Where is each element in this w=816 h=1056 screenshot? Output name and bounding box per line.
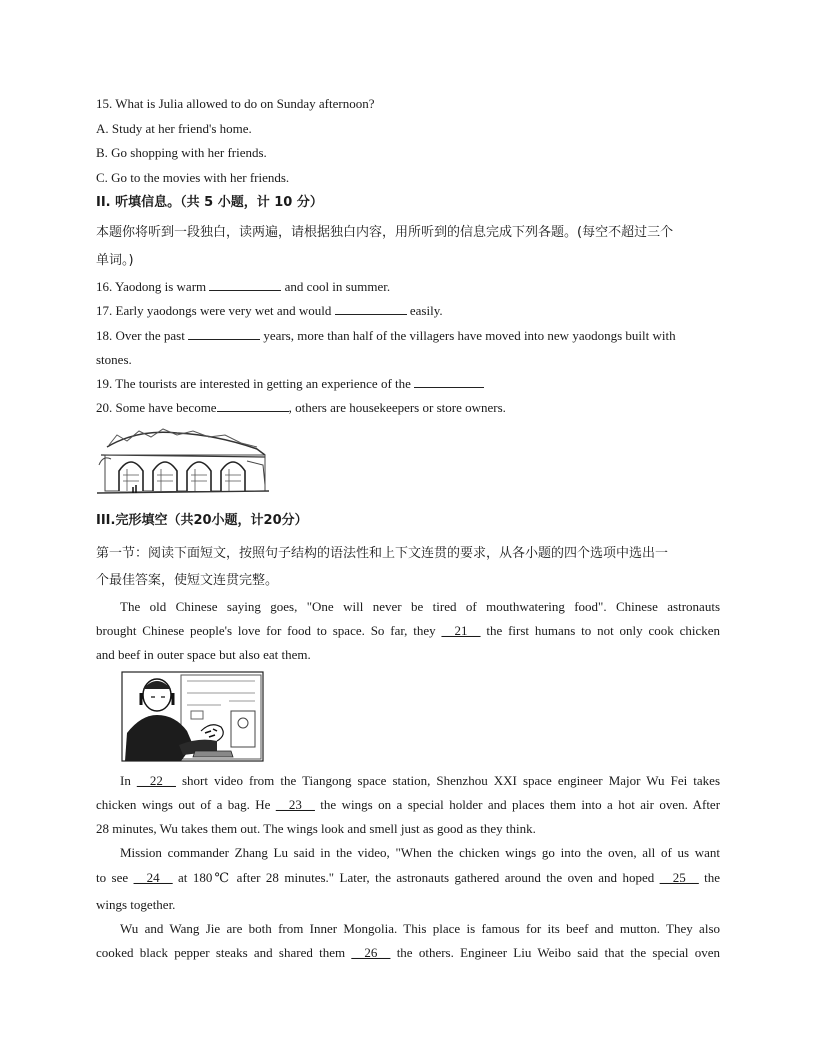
passage-p2-line3: 28 minutes, Wu takes them out. The wings look and smell just as good as they think. bbox=[96, 821, 536, 836]
p3-text-c: the bbox=[704, 870, 721, 885]
p3-text-b: at 180℃ after 28 minutes." Later, the astronauts gathered around the oven and hoped bbox=[178, 870, 655, 885]
passage-p4-line2 bbox=[96, 945, 720, 961]
q18-text-b: years, more than half of the villagers have moved into new yaodongs built with bbox=[263, 328, 676, 343]
passage-p3-line2 bbox=[96, 870, 720, 886]
passage-p2-line1 bbox=[120, 773, 720, 789]
passage-p3-line1: Mission commander Zhang Lu said in the video, "When the chicken wings go into the oven, all of us want bbox=[120, 845, 720, 860]
passage-p2-line2 bbox=[96, 797, 720, 813]
answer-blank-18[interactable] bbox=[188, 328, 260, 340]
q17-text-b: easily. bbox=[409, 303, 443, 318]
answer-blank-16[interactable] bbox=[209, 279, 281, 291]
passage-p1-line2 bbox=[96, 623, 720, 639]
q19-text-a: 19. The tourists are interested in getting an experience of the bbox=[96, 376, 411, 391]
p2-text-a: In bbox=[120, 773, 131, 788]
q17-text-a: 17. Early yaodongs were very wet and would bbox=[96, 303, 332, 318]
section-2-heading: II. 听填信息。（共 5 小题，计 10 分） bbox=[96, 195, 323, 210]
section-3-instructions: 第一节：阅读下面短文，按照句子结构的语法性和上下文连贯的要求，从各小题的四个选项中选出一 bbox=[96, 546, 669, 561]
question-18 bbox=[96, 328, 676, 344]
p1-text-b: the first humans to not only cook chicken bbox=[486, 623, 721, 638]
p2-text-d: the wings on a special holder and places them into a hot air oven. After bbox=[320, 797, 721, 812]
question-19 bbox=[96, 376, 484, 392]
question-17 bbox=[96, 303, 443, 319]
section-3-heading: III.完形填空（共20小题，计20分） bbox=[96, 513, 308, 528]
section-2-instructions-cont: 单词。) bbox=[96, 253, 134, 268]
option-a: A. Study at her friend's home. bbox=[96, 121, 252, 136]
cloze-blank-22[interactable]: __22__ bbox=[136, 773, 176, 788]
question-16 bbox=[96, 279, 390, 295]
cloze-blank-24[interactable]: __24__ bbox=[133, 870, 173, 885]
passage-p3-line3: wings together. bbox=[96, 897, 176, 912]
answer-blank-19[interactable] bbox=[414, 376, 484, 388]
p4-text-a: cooked black pepper steaks and shared them bbox=[96, 945, 346, 960]
astronaut-illustration bbox=[121, 671, 264, 762]
q20-text-a: 20. Some have become bbox=[96, 400, 217, 415]
option-b: B. Go shopping with her friends. bbox=[96, 145, 267, 160]
yaodong-illustration bbox=[97, 425, 269, 497]
yaodong-drawing bbox=[97, 425, 269, 497]
passage-p4-line1: Wu and Wang Jie are both from Inner Mongolia. This place is famous for its beef and mutton. They also bbox=[120, 921, 720, 936]
p4-text-b: the others. Engineer Liu Weibo said that the special oven bbox=[396, 945, 721, 960]
question-15: 15. What is Julia allowed to do on Sunday afternoon? bbox=[96, 96, 375, 111]
astronaut-drawing bbox=[121, 671, 264, 762]
passage-p1-line1: The old Chinese saying goes, "One will never be tired of mouthwatering food". Chinese astronauts bbox=[120, 599, 720, 614]
q16-text-b: and cool in summer. bbox=[284, 279, 391, 294]
p2-text-c: chicken wings out of a bag. He bbox=[96, 797, 271, 812]
question-18-cont: stones. bbox=[96, 352, 132, 367]
passage-p1-line3: and beef in outer space but also eat them. bbox=[96, 647, 311, 662]
answer-blank-20[interactable] bbox=[217, 400, 289, 412]
p1-text-a: brought Chinese people's love for food to space. So far, they bbox=[96, 623, 436, 638]
q20-text-b: , others are housekeepers or store owners. bbox=[288, 400, 506, 415]
question-20 bbox=[96, 400, 506, 416]
answer-blank-17[interactable] bbox=[335, 303, 407, 315]
option-c: C. Go to the movies with her friends. bbox=[96, 170, 290, 185]
p2-text-b: short video from the Tiangong space station, Shenzhou XXI space engineer Major Wu Fei takes bbox=[182, 773, 721, 788]
cloze-blank-25[interactable]: __25__ bbox=[659, 870, 699, 885]
section-2-instructions: 本题你将听到一段独白，读两遍，请根据独白内容，用所听到的信息完成下列各题。(每空不超过三个 bbox=[96, 225, 674, 240]
cloze-blank-26[interactable]: __26__ bbox=[351, 945, 391, 960]
q18-text-a: 18. Over the past bbox=[96, 328, 185, 343]
cloze-blank-23[interactable]: __23__ bbox=[275, 797, 315, 812]
p3-text-a: to see bbox=[96, 870, 129, 885]
q16-text-a: 16. Yaodong is warm bbox=[96, 279, 207, 294]
cloze-blank-21[interactable]: __21__ bbox=[441, 623, 481, 638]
section-3-instructions-cont: 个最佳答案，使短文连贯完整。 bbox=[96, 573, 279, 588]
